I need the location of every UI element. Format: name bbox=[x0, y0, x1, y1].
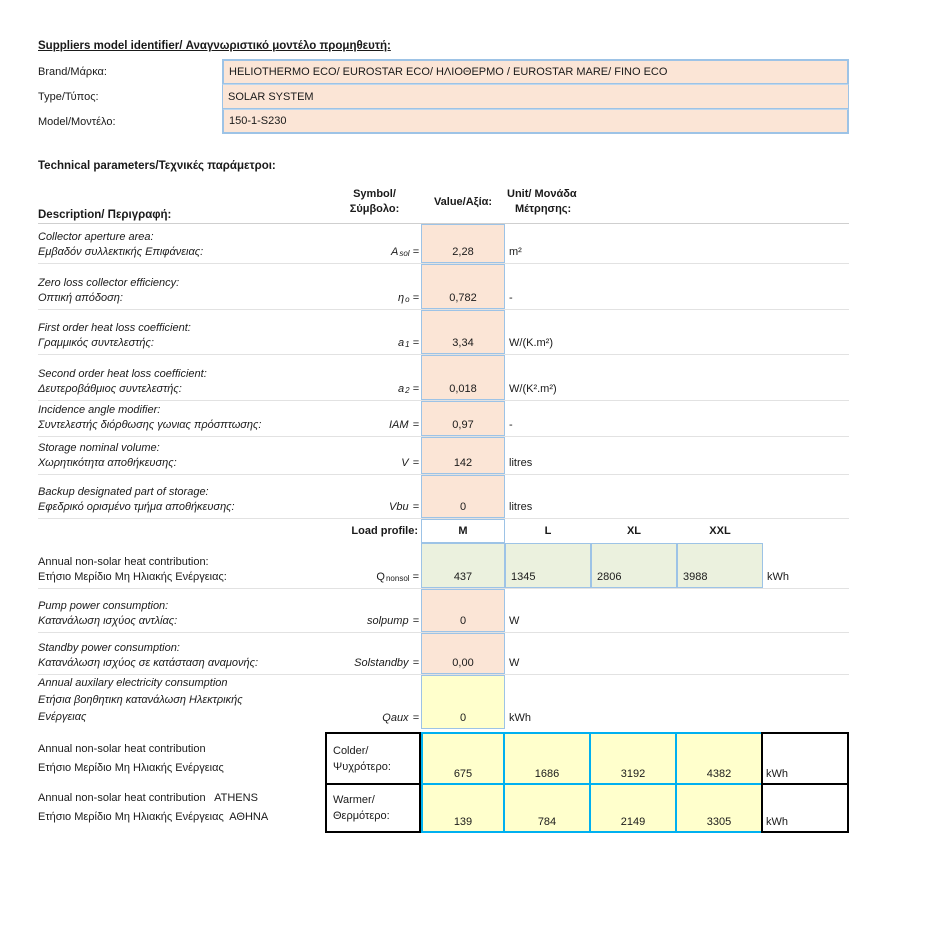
param-row-qaux bbox=[38, 675, 849, 727]
qnonsol-value-xl: 2806 bbox=[591, 543, 677, 588]
param-symbol: η o = bbox=[398, 292, 419, 304]
unit-label: m² bbox=[509, 246, 522, 258]
climate-value-l: 784 bbox=[503, 783, 591, 833]
param-symbol: V = bbox=[401, 457, 419, 469]
value-cell: 3,34 bbox=[421, 310, 505, 354]
tech-parameters-heading: Technical parameters/Τεχνικές παράμετροι: bbox=[38, 160, 276, 172]
param-description: Collector aperture area: Εμβαδόν συλλεκτικής Επιφάνειας: bbox=[38, 231, 204, 258]
climate-table bbox=[38, 732, 849, 833]
param-description: Backup designated part of storage: Εφεδρικό ορισμένο τμήμα αποθήκευσης: bbox=[38, 486, 235, 513]
climate-description: Annual non-solar heat contribution ATHENS Ετήσιο Μερίδιο Μη Ηλιακής Ενέργειας ΑΘΗΝΑ bbox=[38, 792, 269, 823]
unit-label: kWh bbox=[767, 571, 789, 583]
climate-unit: kWh bbox=[761, 732, 849, 785]
value-cell: 2,28 bbox=[421, 224, 505, 263]
qnonsol-value-l: 1345 bbox=[505, 543, 591, 588]
param-symbol: solpump = bbox=[366, 615, 419, 627]
unit-label: litres bbox=[509, 457, 533, 469]
param-row-first-order bbox=[38, 310, 849, 355]
value-cell: 0,782 bbox=[421, 264, 505, 309]
unit-label: - bbox=[509, 292, 513, 304]
value-cell: 0 bbox=[421, 675, 505, 729]
climate-value-xl: 3192 bbox=[589, 732, 677, 785]
value-cell: 0 bbox=[421, 475, 505, 518]
param-description: Pump power consumption: Κατανάλωση ισχύος αντλίας: bbox=[38, 600, 178, 627]
param-row-aperture bbox=[38, 224, 849, 264]
symbol-header: Symbol/ Σύμβολο: bbox=[349, 188, 400, 215]
table-header-row bbox=[38, 181, 849, 224]
qnonsol-row bbox=[38, 543, 849, 589]
climate-value-l: 1686 bbox=[503, 732, 591, 785]
param-row-efficiency bbox=[38, 264, 849, 310]
param-description: Second order heat loss coefficient: Δευτεροβάθμιος συντελεστής: bbox=[38, 368, 207, 395]
unit-label: W/(K².m²) bbox=[509, 383, 557, 395]
unit-header: Unit/ Μονάδα Μέτρησης: bbox=[507, 188, 577, 215]
qnonsol-value-xxl: 3988 bbox=[677, 543, 763, 588]
param-symbol: Q nonsol = bbox=[376, 571, 419, 583]
model-label: Model/Μοντέλο: bbox=[38, 115, 116, 128]
param-description: First order heat loss coefficient: Γραμμικός συντελεστής: bbox=[38, 322, 191, 349]
param-row-iam bbox=[38, 401, 849, 437]
param-row-standby bbox=[38, 633, 849, 675]
climate-row-colder bbox=[38, 732, 849, 785]
value-cell: 142 bbox=[421, 437, 505, 474]
param-row-second-order bbox=[38, 355, 849, 401]
climate-row-warmer bbox=[38, 785, 849, 833]
param-symbol: A sol = bbox=[390, 246, 419, 258]
identifier-table bbox=[38, 59, 849, 134]
param-symbol: Solstandby = bbox=[354, 657, 419, 669]
param-row-volume bbox=[38, 437, 849, 475]
model-row bbox=[38, 109, 849, 134]
qnonsol-value-m: 437 bbox=[421, 543, 505, 588]
value-cell: 0,97 bbox=[421, 401, 505, 436]
param-description: Annual auxilary electricity consumption Ετήσια βοηθητικη κατανάλωση Ηλεκτρικής Ενέργειας bbox=[38, 677, 243, 723]
param-symbol: a 1 = bbox=[397, 337, 419, 349]
type-label: Type/Τύπος: bbox=[38, 90, 99, 103]
value-cell: 0,018 bbox=[421, 355, 505, 400]
brand-row bbox=[38, 59, 849, 84]
climate-value-xl: 2149 bbox=[589, 783, 677, 833]
param-description: Annual non-solar heat contribution: Ετήσιο Μερίδιο Μη Ηλιακής Ενέργειας: bbox=[38, 556, 227, 583]
param-description: Storage nominal volume: Χωρητικότητα αποθήκευσης: bbox=[38, 442, 177, 469]
identifier-heading: Suppliers model identifier/ Αναγνωριστικό μοντέλο προμηθευτή: bbox=[38, 40, 391, 52]
climate-value-xxl: 3305 bbox=[675, 783, 763, 833]
unit-label: - bbox=[509, 419, 513, 431]
type-value-cell: SOLAR SYSTEM bbox=[222, 84, 849, 109]
load-profile-col-xl: XL bbox=[626, 525, 642, 537]
value-cell: 0 bbox=[421, 589, 505, 632]
parameters-table bbox=[38, 181, 849, 727]
param-description: Standby power consumption: Κατανάλωση ισχύος σε κατάσταση αναμονής: bbox=[38, 642, 259, 669]
param-row-backup-volume bbox=[38, 475, 849, 519]
brand-value-cell: HELIOTHERMO ECO/ EUROSTAR ECO/ ΗΛΙΟΘΕΡΜΟ / EUROSTAR MARE/ FINO ECO bbox=[222, 59, 849, 84]
unit-label: W bbox=[509, 657, 520, 669]
param-symbol: Qaux = bbox=[382, 712, 419, 724]
unit-label: kWh bbox=[509, 712, 531, 724]
climate-value-xxl: 4382 bbox=[675, 732, 763, 785]
type-row bbox=[38, 84, 849, 109]
climate-value-m: 675 bbox=[421, 732, 505, 785]
value-cell: 0,00 bbox=[421, 633, 505, 674]
unit-label: W bbox=[509, 615, 520, 627]
value-header: Value/Αξία: bbox=[433, 196, 493, 208]
param-symbol: a 2 = bbox=[397, 383, 419, 395]
brand-label: Brand/Μάρκα: bbox=[38, 65, 107, 78]
climate-unit: kWh bbox=[761, 783, 849, 833]
load-profile-label: Load profile: bbox=[351, 525, 418, 537]
unit-label: litres bbox=[509, 501, 533, 513]
load-profile-col-l: L bbox=[544, 525, 552, 537]
load-profile-col-m: M bbox=[421, 519, 505, 543]
model-value-cell: 150-1-S230 bbox=[222, 109, 849, 134]
load-profile-row bbox=[38, 519, 849, 543]
unit-label: W/(K.m²) bbox=[509, 337, 553, 349]
param-description: Incidence angle modifier: Συντελεστής διόρθωσης γωνιας πρόσπτωσης: bbox=[38, 404, 262, 431]
param-row-pump bbox=[38, 589, 849, 633]
climate-value-m: 139 bbox=[421, 783, 505, 833]
description-header: Description/ Περιγραφή: bbox=[38, 209, 172, 221]
param-symbol: Vbu = bbox=[388, 501, 419, 513]
param-description: Zero loss collector efficiency: Οπτική απόδοση: bbox=[38, 277, 180, 304]
climate-zone-colder: Colder/ Ψυχρότερο: bbox=[325, 732, 421, 785]
climate-description: Annual non-solar heat contribution Ετήσιο Μερίδιο Μη Ηλιακής Ενέργειας bbox=[38, 742, 224, 774]
climate-zone-warmer: Warmer/ Θερμότερο: bbox=[325, 783, 421, 833]
param-symbol: IAM = bbox=[389, 419, 419, 431]
load-profile-col-xxl: XXL bbox=[709, 525, 731, 537]
